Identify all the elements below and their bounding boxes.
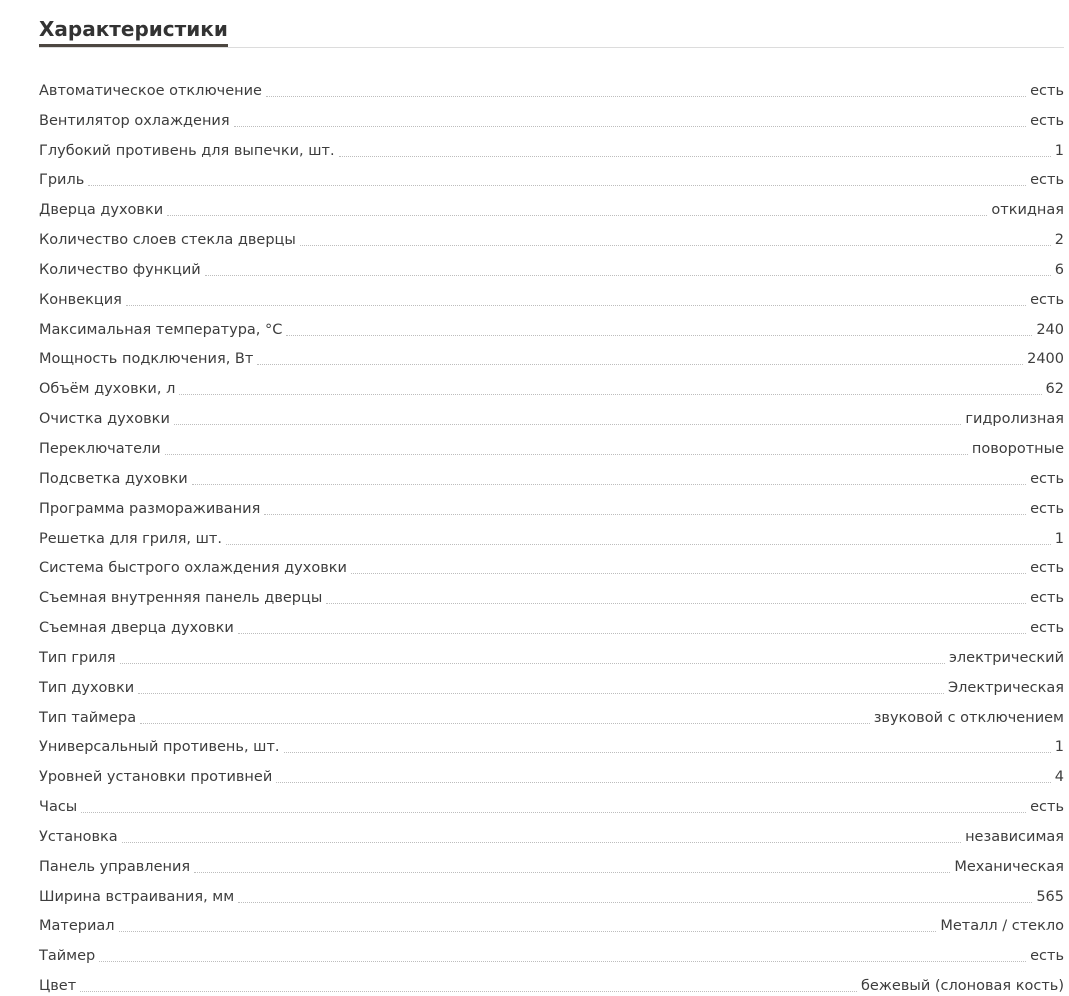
spec-row [39,339,1064,369]
spec-value: есть [1030,590,1064,607]
dotted-leader [226,544,1051,545]
spec-row [39,846,1064,876]
spec-value: 6 [1054,261,1064,278]
spec-value: есть [1030,948,1064,965]
spec-name: Вентилятор охлаждения [39,112,230,129]
spec-name: Универсальный противень, шт. [39,739,280,756]
spec-value: 4 [1054,769,1064,786]
spec-name: Тип духовки [39,679,135,696]
spec-row [39,458,1064,488]
spec-name: Тип таймера [39,709,137,726]
spec-row [39,398,1064,428]
spec-value: Механическая [954,858,1064,875]
section-title: Характеристики [39,16,228,47]
spec-value: 1 [1054,739,1064,756]
spec-row [39,667,1064,697]
dotted-leader [326,603,1026,604]
spec-value: есть [1030,112,1064,129]
spec-value: есть [1030,620,1064,637]
spec-name: Автоматическое отключение [39,82,262,99]
dotted-leader [80,991,857,992]
spec-row [39,100,1064,130]
spec-name: Установка [39,828,118,845]
dotted-leader [174,424,961,425]
dotted-leader [238,902,1032,903]
spec-name: Материал [39,918,115,935]
spec-value: независимая [965,828,1064,845]
spec-value: Электрическая [948,679,1064,696]
dotted-leader [122,842,961,843]
spec-row [39,906,1064,936]
spec-name: Количество слоев стекла дверцы [39,232,296,249]
spec-row [39,368,1064,398]
spec-value: есть [1030,291,1064,308]
spec-row [39,637,1064,667]
spec-name: Уровней установки противней [39,769,273,786]
spec-row [39,577,1064,607]
spec-value: 2 [1054,232,1064,249]
spec-row [39,309,1064,339]
spec-name: Цвет [39,978,77,995]
spec-value: 2400 [1027,351,1064,368]
dotted-leader [238,633,1026,634]
spec-row [39,786,1064,816]
spec-value: гидролизная [965,411,1064,428]
section-header [39,0,1064,48]
spec-row [39,727,1064,757]
spec-value: 240 [1036,321,1064,338]
dotted-leader [192,484,1026,485]
spec-name: Количество функций [39,261,201,278]
spec-row [39,189,1064,219]
spec-row [39,488,1064,518]
spec-name: Максимальная температура, °C [39,321,283,338]
spec-value: есть [1030,799,1064,816]
spec-name: Переключатели [39,440,161,457]
spec-name: Съемная дверца духовки [39,620,234,637]
spec-value: 565 [1036,888,1064,905]
characteristics-section [39,0,1064,995]
spec-value: есть [1030,470,1064,487]
spec-value: 62 [1045,381,1064,398]
dotted-leader [234,126,1027,127]
spec-value: есть [1030,172,1064,189]
spec-name: Ширина встраивания, мм [39,888,235,905]
dotted-leader [284,752,1051,753]
spec-name: Панель управления [39,858,191,875]
dotted-leader [276,782,1051,783]
spec-row [39,279,1064,309]
spec-name: Дверца духовки [39,202,164,219]
spec-value: Металл / стекло [940,918,1064,935]
spec-row [39,548,1064,578]
dotted-leader [300,245,1051,246]
spec-name: Конвекция [39,291,122,308]
dotted-leader [140,723,870,724]
spec-row [39,876,1064,906]
dotted-leader [257,364,1023,365]
spec-value: есть [1030,82,1064,99]
spec-value: звуковой с отключением [873,709,1064,726]
spec-name: Программа размораживания [39,500,261,517]
spec-row [39,130,1064,160]
dotted-leader [351,573,1026,574]
spec-row [39,935,1064,965]
spec-row [39,607,1064,637]
dotted-leader [126,305,1026,306]
spec-row [39,816,1064,846]
spec-value: электрический [948,649,1064,666]
spec-name: Мощность подключения, Вт [39,351,254,368]
dotted-leader [88,185,1026,186]
spec-name: Тип гриля [39,649,116,666]
spec-value: есть [1030,500,1064,517]
spec-name: Очистка духовки [39,411,170,428]
spec-value: поворотные [971,440,1064,457]
spec-row [39,428,1064,458]
spec-value: откидная [991,202,1064,219]
dotted-leader [138,693,944,694]
spec-value: есть [1030,560,1064,577]
spec-value: 1 [1054,142,1064,159]
spec-row [39,756,1064,786]
dotted-leader [179,394,1041,395]
spec-row [39,249,1064,279]
spec-row [39,219,1064,249]
dotted-leader [339,156,1051,157]
spec-row [39,160,1064,190]
spec-row [39,965,1064,995]
spec-list [39,70,1064,995]
spec-name: Система быстрого охлаждения духовки [39,560,347,577]
dotted-leader [286,335,1032,336]
spec-row [39,70,1064,100]
dotted-leader [81,812,1026,813]
spec-name: Объём духовки, л [39,381,176,398]
spec-value: бежевый (слоновая кость) [860,978,1064,995]
spec-name: Съемная внутренняя панель дверцы [39,590,323,607]
spec-name: Часы [39,799,78,816]
dotted-leader [205,275,1051,276]
spec-row [39,518,1064,548]
dotted-leader [99,961,1026,962]
dotted-leader [119,931,937,932]
dotted-leader [120,663,945,664]
spec-name: Решетка для гриля, шт. [39,530,222,547]
spec-name: Таймер [39,948,96,965]
dotted-leader [264,514,1026,515]
dotted-leader [165,454,968,455]
dotted-leader [167,215,987,216]
spec-row [39,697,1064,727]
spec-name: Гриль [39,172,85,189]
dotted-leader [194,872,950,873]
spec-name: Подсветка духовки [39,470,188,487]
spec-name: Глубокий противень для выпечки, шт. [39,142,335,159]
dotted-leader [266,96,1026,97]
spec-value: 1 [1054,530,1064,547]
